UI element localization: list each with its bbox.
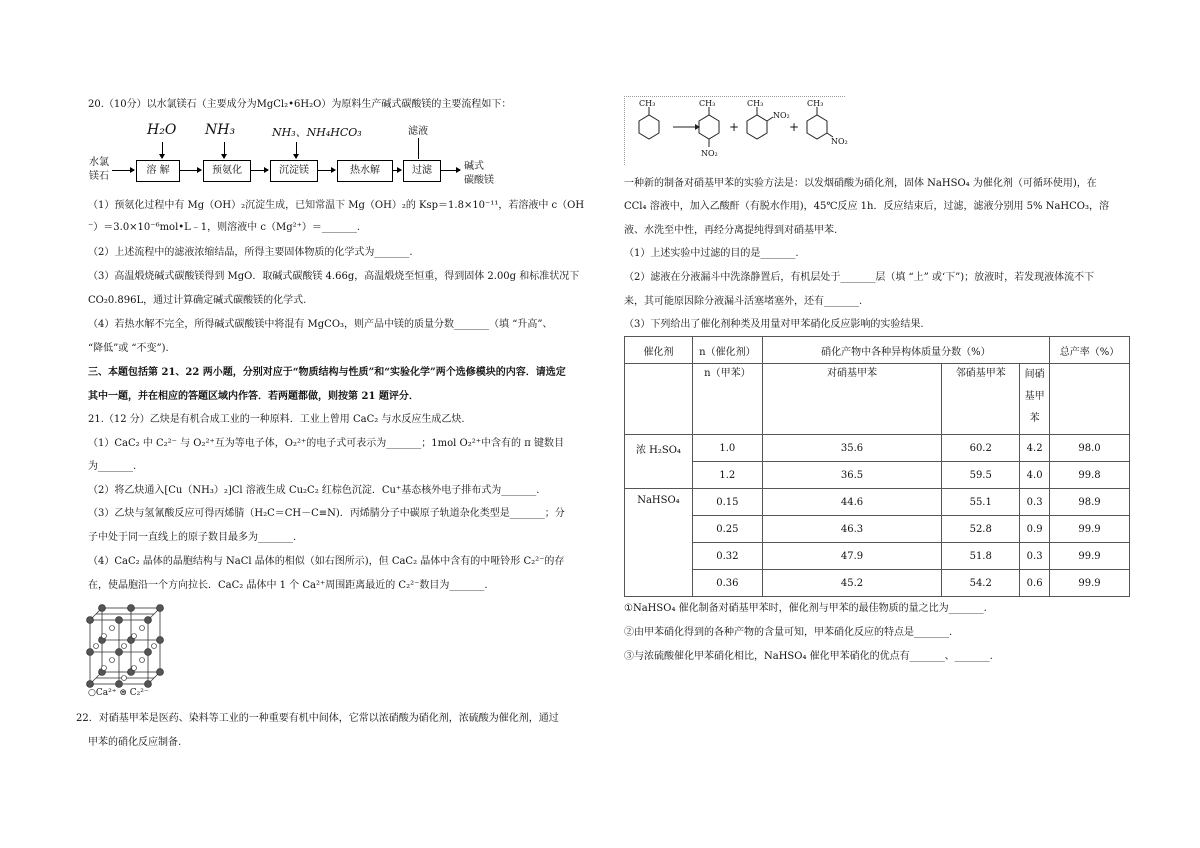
conclusion-2: ②由甲苯硝化得到的各种产物的含量可知，甲苯硝化反应的特点是_______. [624, 627, 953, 638]
step-precipitate: 沉淀镁 [270, 160, 318, 182]
q21-part2: （2）将乙炔通入[Cu（NH₃）₂]Cl 溶液生成 Cu₂C₂ 红棕色沉淀．Cu⁺基态核外电子排布式为_______. [88, 485, 540, 496]
product-label-2: 碳酸镁 [464, 175, 494, 186]
header-meta [1020, 364, 1050, 435]
header-meta-2: 基甲 [1024, 391, 1045, 402]
group-h2so4: 浓 H₂SO₄ [625, 435, 693, 489]
cell-yield: 98.0 [1050, 435, 1130, 462]
arrow-4 [317, 170, 335, 171]
arrow-nh4hco3 [296, 142, 297, 158]
plus-sign-1: + [729, 120, 740, 134]
q21-part4-line1: （4）CaC₂ 晶体的晶胞结构与 NaCl 晶体的相似（如右图所示)，但 CaC₂ 晶体中含有的中哑铃形 C₂²⁻的存 [88, 556, 565, 567]
cell-meta: 0.3 [1020, 489, 1050, 516]
cell-meta: 0.9 [1020, 516, 1050, 543]
cell-ratio: 0.25 [692, 516, 762, 543]
header-meta-3: 苯 [1029, 413, 1040, 424]
conclusion-1: ①NaHSO₄ 催化制备对硝基甲苯时，催化剂与甲苯的最佳物质的量之比为_______. [624, 603, 987, 614]
cell-yield: 99.9 [1050, 516, 1130, 543]
q21-part3-line2: 子中处于同一直线上的原子数目最多为_______. [88, 532, 297, 543]
catalyst-results-table [624, 336, 1130, 597]
q21-part1-line1: （1）CaC₂ 中 C₂²⁻ 与 O₂²⁺互为等电子体，O₂²⁺的电子式可表示为_______；1mol O₂²⁺中含有的 π 键数目 [88, 438, 564, 449]
q22-line2: 甲苯的硝化反应制备. [88, 737, 182, 748]
conclusion-3: ③与浓硫酸催化甲苯硝化相比，NaHSO₄ 催化甲苯硝化的优点有_______、_______. [624, 651, 993, 662]
q22-intro-line3: 液、水洗至中性，再经分离提纯得到对硝基甲苯. [624, 225, 838, 236]
q20-part1-line1: （1）预氨化过程中有 Mg（OH）₂沉淀生成，已知常温下 Mg（OH）₂的 Ksp＝1.8×10⁻¹¹，若溶液中 c（OH [88, 200, 585, 211]
step-hydrolysis: 热水解 [337, 160, 393, 182]
cell-ratio: 0.32 [692, 543, 762, 570]
crystal-cell-figure [84, 602, 166, 698]
reaction-scheme [624, 96, 848, 165]
cell-yield: 99.8 [1050, 462, 1130, 489]
arrow-nh3 [224, 142, 225, 158]
q21-title: 21.（12 分）乙炔是有机合成工业的一种原料．工业上曾用 CaC₂ 与水反应生成乙炔. [88, 414, 465, 425]
table-row [625, 435, 1130, 462]
q21-part3-line1: （3）乙炔与氢氰酸反应可得丙烯腈（H₂C＝CH－C≡N)．丙烯腈分子中碳原子轨道杂化类型是_______；分 [88, 508, 565, 519]
filtrate-label: 滤液 [408, 126, 428, 137]
cell-yield: 99.9 [1050, 543, 1130, 570]
arrow-5 [392, 170, 401, 171]
table-row [625, 516, 1130, 543]
header-ortho: 邻硝基甲苯 [942, 364, 1020, 435]
cell-ortho: 51.8 [942, 543, 1020, 570]
arrow-6 [440, 170, 460, 171]
cell-ortho: 55.1 [942, 489, 1020, 516]
cell-meta: 4.0 [1020, 462, 1050, 489]
q20-part4-line1: （4）若热水解不完全，所得碱式碳酸镁中将混有 MgCO₃，则产品中镁的质量分数_______（填 “升高”、 [88, 319, 553, 330]
table-row [625, 489, 1130, 516]
input-label-2: 镁石 [89, 171, 109, 182]
no2-label-para: NO₂ [701, 149, 718, 158]
no2-label-ortho: NO₂ [773, 111, 790, 120]
q22-part2-line1: （2）滤液在分液漏斗中洗涤静置后，有机层处于_______层（填 “上” 或‘下”)；放液时，若发现液体流不下 [624, 272, 1095, 283]
cell-yield: 98.9 [1050, 489, 1130, 516]
q20-part2: （2）上述流程中的滤液浓缩结晶，所得主要固体物质的化学式为_______. [88, 247, 413, 258]
ch3-label-3: CH₃ [747, 99, 764, 108]
q22-part1: （1）上述实验中过滤的目的是_______. [624, 248, 799, 259]
cell-ortho: 60.2 [942, 435, 1020, 462]
cell-meta: 0.3 [1020, 543, 1050, 570]
arrow-3 [250, 170, 268, 171]
q21-part4-line2: 在，使晶胞沿一个方向拉长．CaC₂ 晶体中 1 个 Ca²⁺周围距离最近的 C₂²⁻数目为_______. [88, 580, 488, 591]
q20-part4-line2: “降低”或 “不变”). [88, 343, 169, 354]
header-para: 对硝基甲苯 [762, 364, 942, 435]
ch3-label-2: CH₃ [699, 99, 716, 108]
step-filter: 过滤 [403, 160, 441, 182]
group-nahso4: NaHSO₄ [625, 489, 693, 597]
header-meta-1: 间硝 [1024, 369, 1045, 380]
crystal-legend: ○Ca²⁺ ⊜ C₂²⁻ [88, 688, 149, 698]
header-isomers: 硝化产物中各种异构体质量分数（%） [762, 337, 1049, 364]
cell-para: 46.3 [762, 516, 942, 543]
arrow-h2o [162, 142, 163, 158]
cell-ortho: 54.2 [942, 570, 1020, 597]
reagent-nh3-nh4hco3: NH₃、NH₄HCO₃ [272, 126, 362, 139]
q20-title: 20.（10分）以水氯镁石（主要成分为MgCl₂•6H₂O）为原料生产碱式碳酸镁的主要流程如下： [88, 99, 512, 110]
step-preammonia: 预氨化 [203, 160, 251, 182]
table-row [625, 543, 1130, 570]
cell-para: 47.9 [762, 543, 942, 570]
arrow-1 [112, 170, 134, 171]
q20-part3-line1: （3）高温煅烧碱式碳酸镁得到 MgO．取碱式碳酸镁 4.66g，高温煅烧至恒重，得到固体 2.00g 和标准状况下 [88, 271, 580, 282]
cell-para: 35.6 [762, 435, 942, 462]
table-row [625, 570, 1130, 597]
cell-ratio: 1.0 [692, 435, 762, 462]
ch3-label-1: CH₃ [639, 99, 656, 108]
reagent-h2o: H₂O [147, 122, 177, 138]
filtrate-line [418, 138, 419, 159]
no2-label-meta: NO₂ [831, 137, 848, 146]
header-ratio-numerator: n（催化剂） [692, 337, 762, 364]
cell-ratio: 0.15 [692, 489, 762, 516]
section3-line2: 其中一题，并在相应的答题区域内作答．若两题都做，则按第 21 题评分． [88, 391, 419, 402]
table-row [625, 462, 1130, 489]
ch3-label-4: CH₃ [807, 99, 824, 108]
section3-line1: 三、本题包括第 21、22 两小题，分别对应于“物质结构与性质”和“实验化学”两个选修模块的内容．请选定 [88, 367, 566, 378]
header-ratio-denominator: n（甲苯） [692, 364, 762, 435]
reagent-nh3: NH₃ [205, 122, 236, 138]
cell-ratio: 0.36 [692, 570, 762, 597]
header-catalyst: 催化剂 [625, 337, 693, 364]
cell-meta: 0.6 [1020, 570, 1050, 597]
plus-sign-2: + [789, 120, 800, 134]
arrow-2 [179, 170, 201, 171]
product-label-1: 碱式 [464, 161, 484, 172]
header-yield: 总产率（%） [1050, 337, 1130, 364]
q21-part1-line2: 为_______. [88, 461, 137, 472]
q22-intro-line2: CCl₄ 溶液中，加入乙酸酐（有脱水作用)，45℃反应 1h．反应结束后，过滤，滤液分别用 5% NaHCO₃，溶 [624, 201, 1109, 212]
cell-ortho: 52.8 [942, 516, 1020, 543]
cell-meta: 4.2 [1020, 435, 1050, 462]
cell-para: 36.5 [762, 462, 942, 489]
q22-intro-line1: 一种新的制备对硝基甲苯的实验方法是：以发烟硝酸为硝化剂，固体 NaHSO₄ 为催化剂（可循环使用)，在 [624, 178, 1097, 189]
q22-part3: （3）下列给出了催化剂种类及用量对甲苯硝化反应影响的实验结果. [624, 319, 924, 330]
cell-para: 45.2 [762, 570, 942, 597]
q22-line1: 22．对硝基甲苯是医药、染料等工业的一种重要有机中间体，它常以浓硝酸为硝化剂，浓硫酸为催化剂，通过 [76, 713, 559, 724]
step-dissolve: 溶 解 [136, 160, 180, 182]
q20-part1-line2: ⁻）＝3.0×10⁻⁶mol•L﹣1，则溶液中 c（Mg²⁺）＝_______. [88, 222, 361, 233]
input-label-1: 水氯 [89, 157, 109, 168]
cell-ratio: 1.2 [692, 462, 762, 489]
q22-part2-line2: 来，其可能原因除分液漏斗活塞堵塞外，还有_______. [624, 296, 863, 307]
cell-para: 44.6 [762, 489, 942, 516]
cell-ortho: 59.5 [942, 462, 1020, 489]
q20-part3-line2: CO₂0.896L，通过计算确定碱式碳酸镁的化学式. [88, 295, 307, 306]
cell-yield: 99.9 [1050, 570, 1130, 597]
